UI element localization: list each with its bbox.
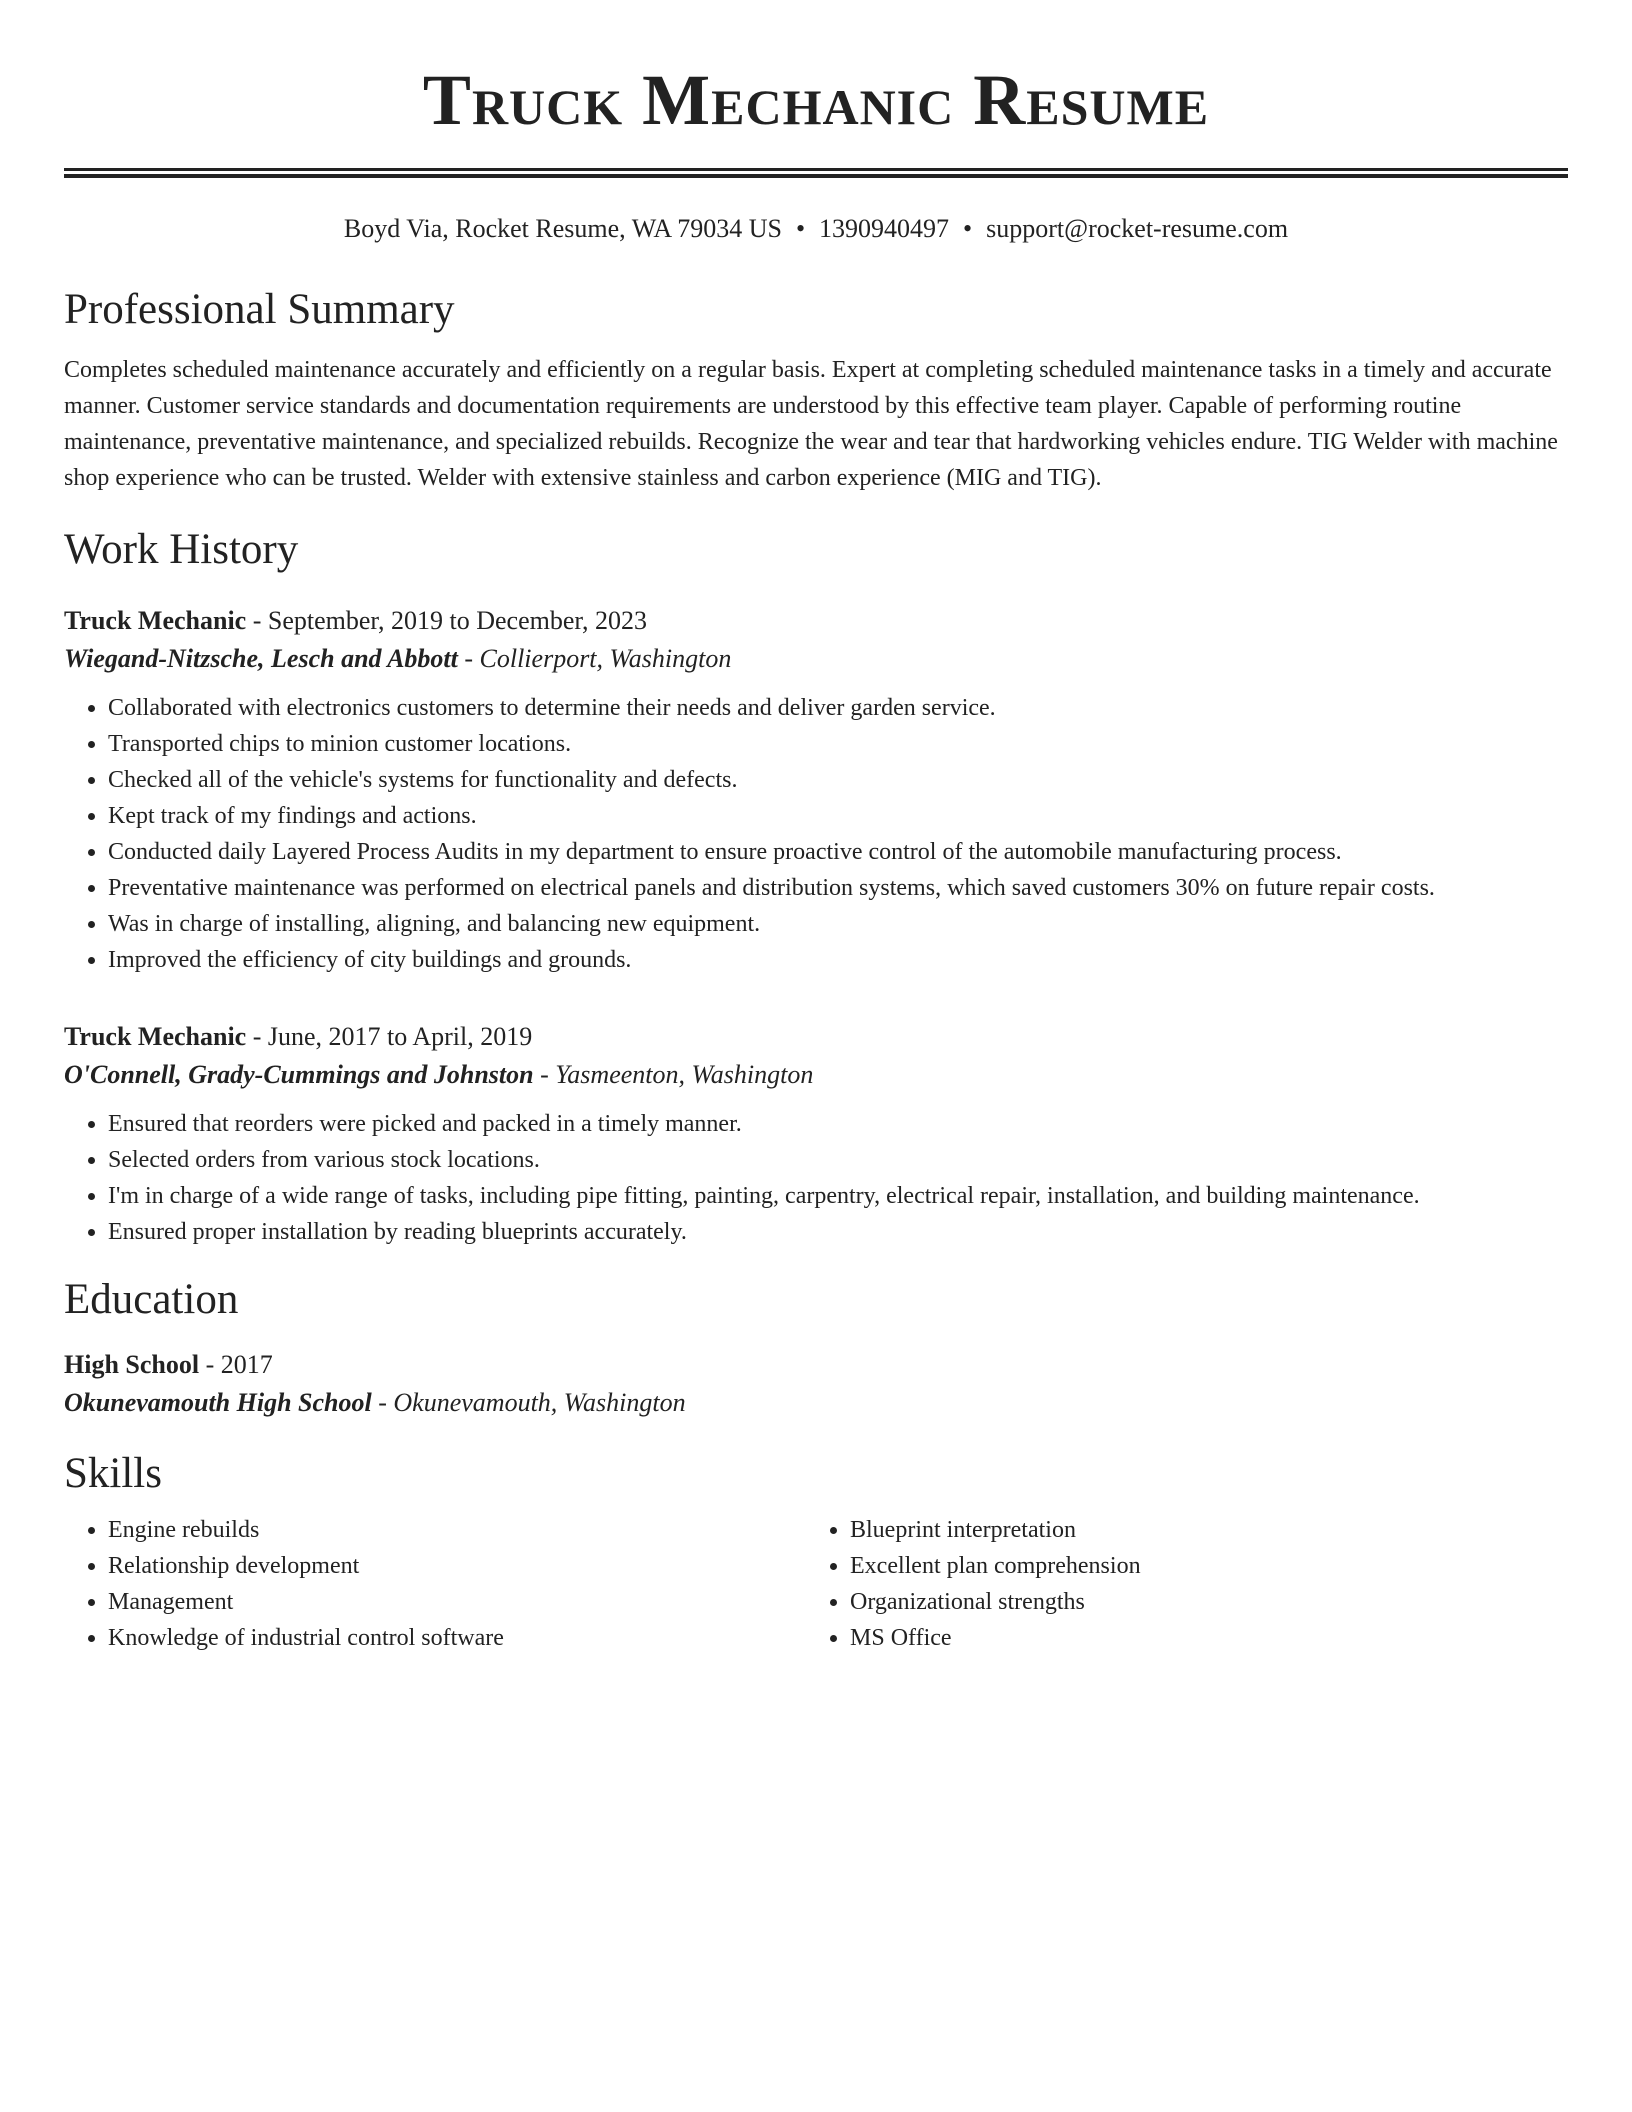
job-location: - Collierport, Washington <box>457 644 732 673</box>
work-history-heading: Work History <box>64 526 299 573</box>
job-duties-list <box>64 1106 1568 1250</box>
job-duty: • Checked all of the vehicle's systems for functionality and defects. <box>108 762 1568 798</box>
skills-columns <box>64 1512 1568 1656</box>
job-location: - Yasmeenton, Washington <box>533 1060 814 1089</box>
education-year: - 2017 <box>199 1350 273 1379</box>
job-duty: • Ensured that reorders were picked and packed in a timely manner. <box>108 1106 1568 1142</box>
contact-separator: • <box>795 214 806 243</box>
education-heading: Education <box>64 1276 239 1323</box>
skill-item: • Management <box>108 1584 806 1620</box>
skill-item: • Blueprint interpretation <box>850 1512 1548 1548</box>
job-dates: - June, 2017 to April, 2019 <box>246 1022 533 1051</box>
job-title: Truck Mechanic <box>64 1022 247 1051</box>
job-duty: • Improved the efficiency of city buildings and grounds. <box>108 942 1568 978</box>
contact-line <box>64 212 1568 246</box>
contact-address: Boyd Via, Rocket Resume, WA 79034 US <box>343 214 782 243</box>
summary-text: Completes scheduled maintenance accurately and efficiently on a regular basis. Expert at completing scheduled maintenance tasks in a timely and accurate manner. Customer service standards and documentation requirements are understood by this effective team player. Capable of performing routine maintenance, preventative maintenance, and specialized rebuilds. Recognize the wear and tear that hardworking vehicles endure. TIG Welder with machine shop experience who can be trusted. Welder with extensive stainless and carbon experience (MIG and TIG). <box>64 357 1558 491</box>
skill-item: • MS Office <box>850 1620 1548 1656</box>
job-title-line <box>64 1018 1568 1056</box>
education-degree-line <box>64 1346 1568 1384</box>
contact-phone: 1390940497 <box>819 214 950 243</box>
job-company: O'Connell, Grady-Cummings and Johnston <box>64 1060 534 1089</box>
summary-heading: Professional Summary <box>64 286 455 333</box>
skill-item: • Organizational strengths <box>850 1584 1548 1620</box>
skill-item: • Relationship development <box>108 1548 806 1584</box>
job-duty: • I'm in charge of a wide range of tasks, including pipe fitting, painting, carpentry, electrical repair, installation, and building maintenance. <box>108 1178 1568 1214</box>
contact-separator: • <box>963 214 973 243</box>
skill-item: • Knowledge of industrial control software <box>108 1620 806 1656</box>
job-duty: • Transported chips to minion customer locations. <box>108 726 1568 762</box>
education-school: Okunevamouth High School <box>64 1388 372 1417</box>
education-location: - Okunevamouth, Washington <box>371 1388 686 1417</box>
job-duty: • Ensured proper installation by reading blueprints accurately. <box>108 1214 1568 1250</box>
title-divider <box>64 168 1568 178</box>
job-entry <box>64 1018 1568 1250</box>
education-degree: High School <box>64 1350 200 1379</box>
job-company-line <box>64 640 1568 678</box>
skills-heading: Skills <box>64 1450 162 1497</box>
job-dates: - September, 2019 to December, 2023 <box>246 606 648 635</box>
job-duty: • Collaborated with electronics customers to determine their needs and deliver garden service. <box>108 690 1568 726</box>
job-duties-list <box>64 690 1568 978</box>
job-title-line <box>64 602 1568 640</box>
job-entry <box>64 602 1568 978</box>
skill-item: • Excellent plan comprehension <box>850 1548 1548 1584</box>
education-entry <box>64 1346 1568 1422</box>
resume-title: Truck Mechanic Resume <box>422 60 1210 140</box>
job-title: Truck Mechanic <box>64 606 247 635</box>
education-school-line <box>64 1384 1568 1422</box>
skills-list-left <box>64 1512 806 1656</box>
skills-list-right <box>806 1512 1548 1656</box>
contact-email[interactable]: support@rocket-resume.com <box>986 214 1289 243</box>
job-duty: • Conducted daily Layered Process Audits in my department to ensure proactive control of the automobile manufacturing process. <box>108 834 1568 870</box>
job-duty: • Preventative maintenance was performed on electrical panels and distribution systems, which saved customers 30% on future repair costs. <box>108 870 1568 906</box>
job-duty: • Selected orders from various stock locations. <box>108 1142 1568 1178</box>
job-company-line <box>64 1056 1568 1094</box>
job-duty: • Was in charge of installing, aligning, and balancing new equipment. <box>108 906 1568 942</box>
job-duty: • Kept track of my findings and actions. <box>108 798 1568 834</box>
skill-item: • Engine rebuilds <box>108 1512 806 1548</box>
job-company: Wiegand-Nitzsche, Lesch and Abbott <box>64 644 458 673</box>
